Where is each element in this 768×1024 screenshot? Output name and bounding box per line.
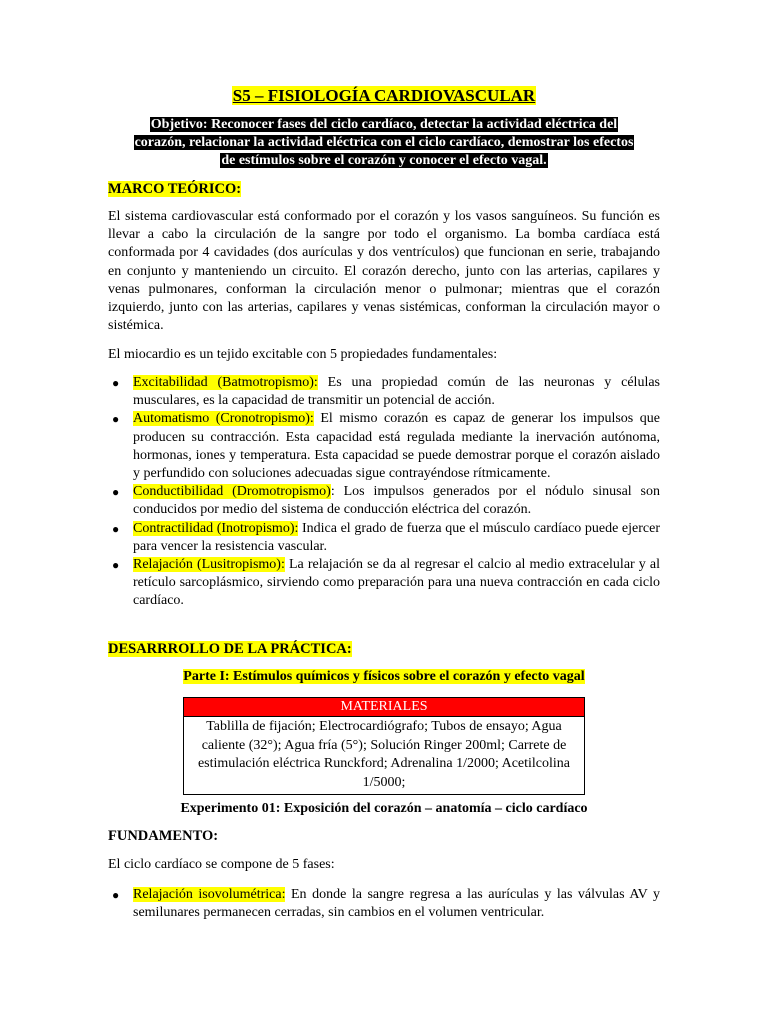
materiales-body: Tablilla de fijación; Electrocardiógrafo; Tubos de ensayo; Agua caliente (32°); Agua fría (5°); Solución Ringer 200ml; Carrete de estimulación eléctrica Runckford; Adrenalina 1/2000; Acetilcolina 1/5000;	[197, 719, 571, 790]
property-term: Conductibilidad (Dromotropismo)	[133, 484, 331, 500]
fundamento-heading: FUNDAMENTO:	[108, 828, 219, 844]
marco-heading-text: MARCO TEÓRICO:	[108, 181, 242, 197]
property-term: Automatismo (Cronotropismo):	[133, 411, 314, 427]
bullet-icon: ●	[112, 521, 120, 536]
fase-term: Relajación isovolumétrica:	[133, 887, 286, 902]
marco-paragraph-2: El miocardio es un tejido excitable con 5 propiedades fundamentales:	[108, 347, 498, 362]
fundamento-text: El ciclo cardíaco se compone de 5 fases:	[108, 857, 335, 872]
objective-text: Objetivo: Reconocer fases del ciclo cardíaco, detectar la actividad eléctrica del corazón, relacionar la actividad eléctrica con el ciclo cardíaco, demostrar los efectos de estímulos sobre el corazón y conocer el efecto vagal.	[134, 117, 634, 168]
experimento-heading: Experimento 01: Exposición del corazón – anatomía – ciclo cardíaco	[180, 801, 588, 816]
materiales-box	[183, 697, 585, 795]
parte-heading	[0, 669, 768, 685]
property-text: Es una propiedad común de las neuronas y células musculares, es la capacidad de transmitir un potencial de acción.	[133, 375, 660, 409]
list-item	[108, 374, 660, 410]
property-term: Excitabilidad (Batmotropismo):	[133, 375, 318, 390]
list-item	[108, 520, 660, 556]
property-text: Indica el grado de fuerza que el músculo cardíaco puede ejercer para vencer la resistencia vascular.	[133, 520, 660, 554]
property-text: El mismo corazón es capaz de generar los impulsos que producen su contracción. Esta capacidad está regulada mediante la inervación autónoma, hormonas, iones y temperatura. Esta capacidad se puede demostrar porque el corazón aislado y perfundido con soluciones adecuadas sigue contrayéndose rítmicamente.	[133, 411, 660, 482]
bullet-icon: ●	[112, 888, 120, 902]
practica-heading	[108, 641, 352, 658]
marco-paragraph-1: El sistema cardiovascular está conformado por el corazón y los vasos sanguíneos. Su función es llevar a cabo la circulación de la sangre por todo el organismo. La bomba cardíaca está conformada por 4 cavidades (dos aurículas y dos ventrículos) que funcionan en serie, trabajando en conjunto y manteniendo un circuito. El corazón derecho, junto con las arterias, capilares y venas pulmonares, conforman la circulación menor o pulmonar; mientras que el corazón izquierdo, junto con las arterias, capilares y venas sistémicas, conforman la circulación mayor o sistémica.	[108, 209, 660, 334]
materiales-header: MATERIALES	[184, 698, 584, 717]
properties-list	[108, 374, 660, 611]
fase-text: En donde la sangre regresa a las aurículas y las válvulas AV y semilunares permanecen cerradas, sin cambios en el volumen ventricular.	[133, 887, 661, 921]
property-term: Contractilidad (Inotropismo):	[133, 520, 299, 536]
list-item	[108, 556, 660, 611]
list-item	[108, 886, 660, 922]
bullet-icon: ●	[112, 485, 120, 500]
list-item	[108, 410, 660, 483]
property-term: Relajación (Lusitropismo):	[133, 557, 285, 573]
practica-heading-text: DESARRROLLO DE LA PRÁCTICA:	[108, 641, 352, 657]
property-text: La relajación se da al regresar el calcio al medio extracelular y al retículo sarcoplásmico, sirviendo como preparación para una nueva contracción en cada ciclo cardíaco.	[133, 557, 661, 609]
parte-heading-text: Parte I: Estímulos químicos y físicos sobre el corazón y efecto vagal	[183, 669, 585, 684]
title-wrap	[0, 86, 768, 106]
bullet-icon: ●	[112, 376, 120, 390]
bullet-icon: ●	[112, 412, 120, 427]
fases-list	[108, 886, 660, 922]
bullet-icon: ●	[112, 558, 120, 573]
page-title: S5 – FISIOLOGÍA CARDIOVASCULAR	[232, 86, 536, 105]
list-item	[108, 483, 660, 519]
marco-heading	[108, 181, 241, 198]
property-text: : Los impulsos generados por el nódulo sinusal son conducidos por medio del sistema de conducción eléctrica del corazón.	[133, 484, 661, 518]
objective-block	[126, 116, 642, 170]
